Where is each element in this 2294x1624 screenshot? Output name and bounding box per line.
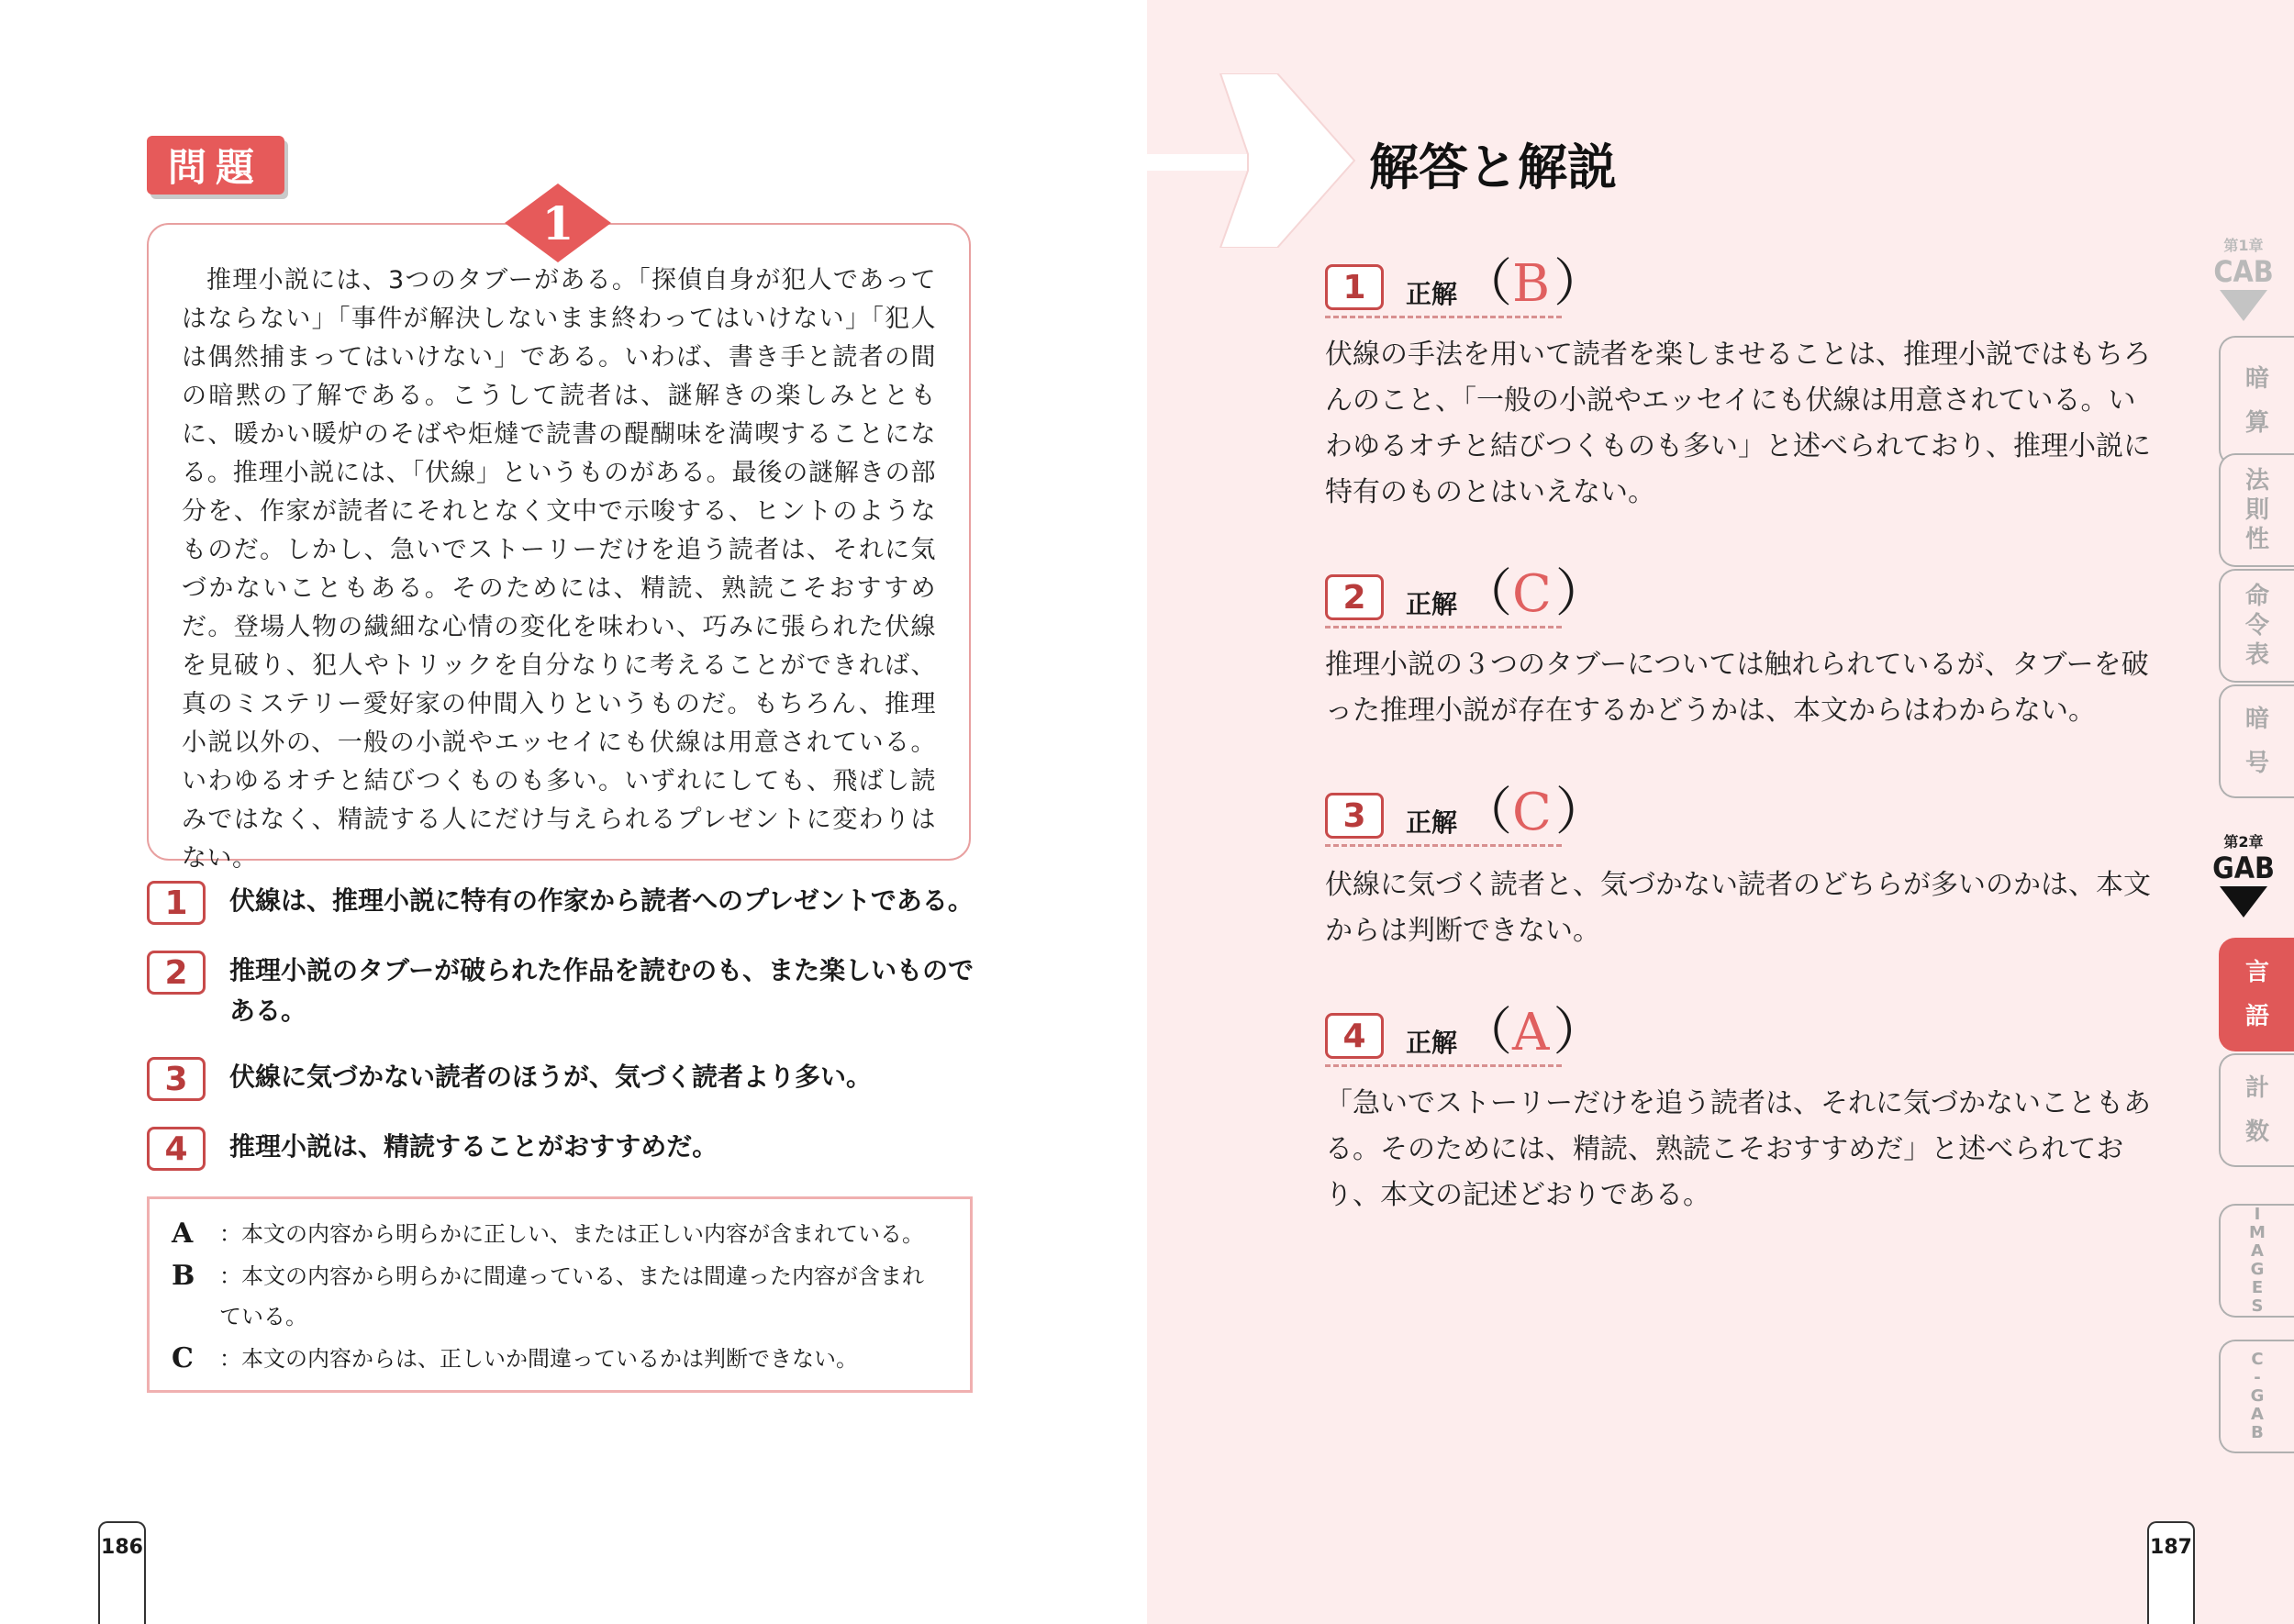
answer-explanation-2: 推理小説の３つのタブーについては触れられているが、タブーを破った推理小説が存在するかどうかは、本文からはわからない。	[1325, 649, 2149, 727]
choice-2	[147, 951, 982, 1031]
passage-text: 推理小説には、3つのタブーがある。「探偵自身が犯人であってはならない」「事件が解決しないまま終わってはいけない」「犯人は偶然捕まってはいけない」である。いわば、書き手と読者の間の暗黙の了解である。こうして読者は、謎解きの楽しみとともに、暖かい暖炉のそばや炬燵で読書の醍醐味を満喫することになる。推理小説には、「伏線」というものがある。最後の謎解きの部分を、作家が読者にそれとなく文中で示唆する、ヒントのようなものだ。しかし、急いでストーリーだけを追う読者は、それに気づかないこともある。そのためには、精読、熟読こそおすすめだ。登場人物の繊細な心情の変化を味わい、巧みに張られた伏線を見破り、犯人やトリックを自分なりに考えることができれば、真のミステリー愛好家の仲間入りというものだ。もちろん、推理小説以外の、一般の小説やエッセイにも伏線は用意されている。いわゆるオチと結びつくものも多い。いずれにしても、飛ばし読みではなく、精読する人にだけ与えられるプレゼントに変わりはない。	[182, 266, 936, 873]
tab-char: C	[2251, 1350, 2264, 1369]
tab-char: 暗	[2244, 706, 2269, 733]
tab-char: A	[2251, 1405, 2264, 1424]
correct-label: 正解	[1406, 807, 1458, 838]
tab-char: M	[2249, 1223, 2266, 1242]
answer-section-title: 解答と解説	[1369, 139, 1617, 196]
choice-3	[147, 1057, 982, 1101]
legend-text: ：本文の内容から明らかに正しい、または正しい内容が含まれている。	[219, 1221, 924, 1247]
triangle-down-icon	[2220, 886, 2267, 918]
paren-close: ）	[1554, 783, 1607, 842]
arrow-icon	[1147, 73, 1358, 248]
problem-label: 問題	[147, 136, 284, 195]
tab-char: 表	[2244, 641, 2269, 669]
tab-char: A	[2251, 1241, 2264, 1261]
divider	[1325, 1064, 1562, 1067]
legend-key: B	[172, 1260, 195, 1292]
tab-char: 算	[2244, 409, 2269, 437]
choice-text: 伏線は、推理小説に特有の作家から読者へのプレゼントである。	[229, 885, 974, 916]
choice-1	[147, 881, 982, 925]
answer-number: 4	[1325, 1013, 1384, 1059]
paren-open: （	[1461, 254, 1513, 314]
correct-answer-letter: C	[1512, 564, 1552, 624]
choice-4	[147, 1127, 982, 1171]
choice-number: 2	[147, 951, 206, 995]
index-tab-housokusei[interactable]	[2219, 453, 2294, 567]
answer-explanation-4: 「急いでストーリーだけを追う読者は、それに気づかないこともある。そのためには、精読、熟読こそおすすめだ」と述べられており、本文の記述どおりである。	[1325, 1087, 2151, 1211]
chapter-1-name: CAB	[2213, 254, 2274, 289]
question-number: 1	[541, 195, 574, 250]
divider	[1325, 316, 1562, 318]
chapter-2-label: 第2章	[2223, 833, 2264, 851]
index-tab-meireihyou[interactable]	[2219, 569, 2294, 683]
tab-char: 法	[2244, 467, 2269, 495]
index-tab-keisu[interactable]	[2219, 1053, 2294, 1167]
question-number-badge	[503, 182, 613, 264]
index-tab-c-gab[interactable]	[2219, 1340, 2294, 1453]
choice-number: 4	[147, 1127, 206, 1171]
legend-row-c	[172, 1339, 944, 1379]
legend-row-a	[172, 1214, 944, 1254]
answer-number: 1	[1325, 264, 1384, 310]
tab-char: G	[2250, 1386, 2265, 1406]
correct-label: 正解	[1406, 279, 1458, 309]
choice-text: 推理小説は、精読することがおすすめだ。	[229, 1131, 718, 1162]
answer-number: 3	[1325, 793, 1384, 839]
tab-char: 語	[2244, 1003, 2269, 1030]
tab-char: 数	[2244, 1118, 2269, 1146]
tab-char: 計	[2244, 1074, 2269, 1102]
answer-number: 2	[1325, 574, 1384, 620]
tab-char: 則	[2244, 496, 2269, 524]
tab-char: 暗	[2244, 365, 2269, 393]
legend-text: ：本文の内容から明らかに間違っている、または間違った内容が含まれている。	[219, 1263, 924, 1329]
paren-open: （	[1461, 1003, 1513, 1062]
index-tab-angou[interactable]	[2219, 684, 2294, 798]
correct-answer-letter: A	[1512, 1003, 1550, 1062]
paren-close: ）	[1553, 1003, 1605, 1062]
tab-char: B	[2251, 1423, 2264, 1442]
legend-key: A	[172, 1218, 194, 1250]
chapter-2-marker	[2211, 830, 2276, 918]
index-tab-images[interactable]	[2219, 1204, 2294, 1318]
page-number-left: 186	[98, 1521, 146, 1624]
choice-number: 3	[147, 1057, 206, 1101]
correct-answer-letter: C	[1512, 783, 1552, 842]
page-number-right: 187	[2147, 1521, 2195, 1624]
legend-key: C	[172, 1342, 194, 1374]
tab-char: 令	[2244, 612, 2269, 640]
answer-header-4	[1325, 1003, 1605, 1062]
tab-char: -	[2254, 1368, 2261, 1387]
tab-char: E	[2251, 1278, 2264, 1297]
tab-char: I	[2254, 1205, 2261, 1224]
tab-char: G	[2250, 1260, 2265, 1279]
answer-header-2	[1325, 564, 1607, 624]
choice-text: 推理小説のタブーが破られた作品を読むのも、また楽しいものである。	[229, 955, 974, 1026]
answer-legend	[147, 1196, 973, 1393]
legend-row-b	[172, 1256, 944, 1337]
chapter-1-marker	[2211, 234, 2276, 321]
answer-header-1	[1325, 254, 1606, 314]
paren-open: （	[1461, 564, 1513, 624]
choice-text: 伏線に気づかない読者のほうが、気づく読者より多い。	[229, 1062, 873, 1092]
tab-char: 性	[2244, 526, 2269, 553]
paren-close: ）	[1553, 254, 1606, 314]
answer-explanation-1: 伏線の手法を用いて読者を楽しませることは、推理小説ではもちろんのこと、「一般の小説やエッセイにも伏線は用意されている。いわゆるオチと結びつくものも多い」と述べられており、推理小説に特有のものとはいえない。	[1325, 339, 2151, 508]
correct-answer-letter: B	[1512, 254, 1551, 314]
tab-char: 号	[2244, 750, 2269, 777]
correct-label: 正解	[1406, 589, 1458, 619]
paren-open: （	[1461, 783, 1513, 842]
passage	[182, 261, 936, 878]
answer-header-3	[1325, 783, 1607, 842]
divider	[1325, 844, 1562, 847]
chapter-1-label: 第1章	[2223, 237, 2264, 254]
paren-close: ）	[1554, 564, 1607, 624]
index-tab-gengo[interactable]	[2219, 938, 2294, 1051]
triangle-down-icon	[2220, 290, 2267, 321]
legend-text: ：本文の内容からは、正しいか間違っているかは判断できない。	[219, 1346, 858, 1372]
correct-label: 正解	[1406, 1028, 1458, 1058]
choice-number: 1	[147, 881, 206, 925]
tab-char: 命	[2244, 583, 2269, 610]
tab-char: 言	[2244, 959, 2269, 986]
divider	[1325, 626, 1562, 628]
chapter-2-name: GAB	[2212, 851, 2275, 885]
answer-explanation-3: 伏線に気づく読者と、気づかない読者のどちらが多いのかは、本文からは判断できない。	[1325, 869, 2151, 947]
tab-char: S	[2251, 1296, 2264, 1316]
index-tab-anzan[interactable]	[2219, 336, 2294, 466]
